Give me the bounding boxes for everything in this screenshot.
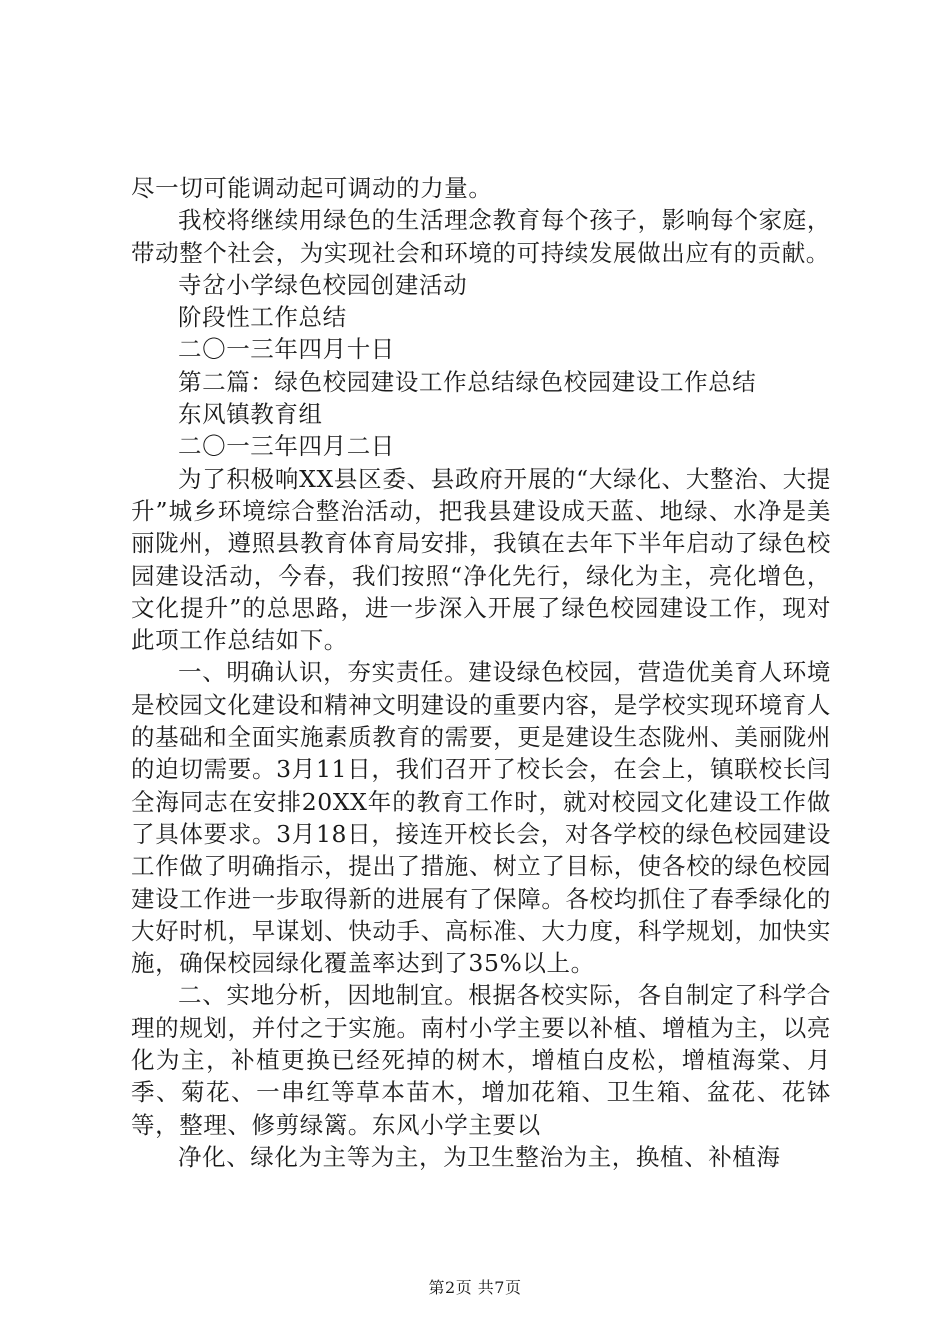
signature-school-name: 寺岔小学绿色校园创建活动 (178, 270, 468, 299)
paragraph-point-one: 一、明确认识，夯实责任。建设绿色校园，营造优美育人环境是校园文化建设和精神文明建设的重要内容，是学校实现环境育人的基础和全面实施素质教育的需要，更是建设生态陇州、美丽陇州的迫切需要。3月11日，我们召开了校长会，在会上，镇联校长闫全海同志在安排20XX年的教育工作时，就对校园文化建设工作做了具体要求。3月18日，接连开校长会，对各学校的绿色校园建设工作做了明确指示，提出了措施、树立了目标，使各校的绿色校园建设工作进一步取得新的进展有了保障。各校均抓住了春季绿化的大好时机，早谋划、快动手、高标准、大力度，科学规划，加快实施，确保校园绿化覆盖率达到了35%以上。 (131, 658, 831, 978)
page-number-footer: 第2页 共7页 (428, 1278, 522, 1297)
section-heading: 第二篇：绿色校园建设工作总结绿色校园建设工作总结 (178, 367, 757, 396)
paragraph-continuation: 尽一切可能调动起可调动的力量。 (131, 174, 493, 202)
paragraph-closing-statement: 我校将继续用绿色的生活理念教育每个孩子，影响每个家庭，带动整个社会，为实现社会和环境的可持续发展做出应有的贡献。 (131, 206, 831, 267)
author-organization: 东风镇教育组 (178, 400, 323, 429)
document-body (131, 172, 831, 1173)
paragraph-continued: 净化、绿化为主等为主，为卫生整治为主，换植、补植海 (178, 1142, 781, 1171)
signature-date: 二〇一三年四月十日 (178, 335, 395, 364)
paragraph-introduction: 为了积极响XX县区委、县政府开展的“大绿化、大整治、大提升”城乡环境综合整治活动，把我县建设成天蓝、地绿、水净是美丽陇州，遵照县教育体育局安排，我镇在去年下半年启动了绿色校园建设活动，今春，我们按照“净化先行，绿化为主，亮化增色，文化提升”的总思路，进一步深入开展了绿色校园建设工作，现对此项工作总结如下。 (131, 464, 831, 655)
paragraph-point-two: 二、实地分析，因地制宜。根据各校实际，各自制定了科学合理的规划，并付之于实施。南村小学主要以补植、增植为主，以亮化为主，补植更换已经死掉的树木，增植白皮松，增植海棠、月季、菊花、一串红等草本苗木，增加花箱、卫生箱、盆花、花钵等，整理、修剪绿篱。东风小学主要以 (131, 981, 831, 1139)
signature-report-title: 阶段性工作总结 (178, 303, 347, 332)
author-date: 二〇一三年四月二日 (178, 432, 395, 461)
